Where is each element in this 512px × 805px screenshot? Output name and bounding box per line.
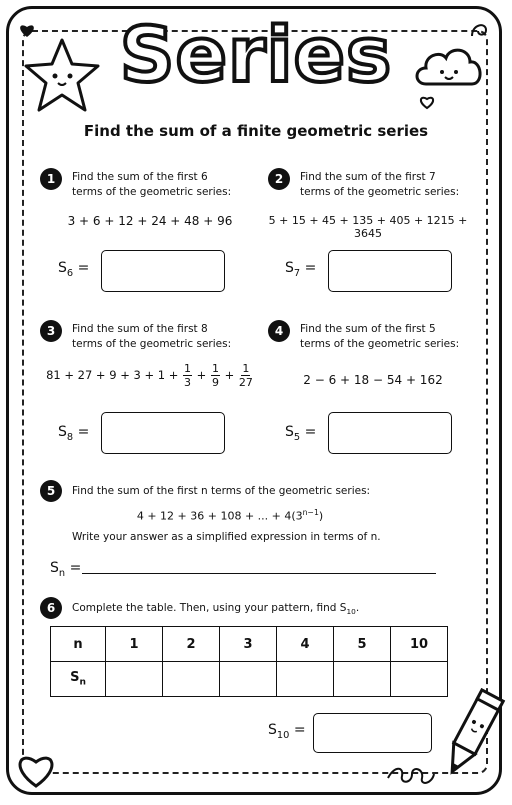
problem-5-instruction: Write your answer as a simplified expression in terms of n. bbox=[72, 531, 381, 543]
problem-3-series-prefix: 81 + 27 + 9 + 3 + 1 + bbox=[46, 368, 179, 382]
table-header-cell: 2 bbox=[163, 627, 220, 662]
table-row bbox=[51, 662, 448, 697]
problem-4-answer-box[interactable] bbox=[328, 412, 452, 454]
problem-5-series: 4 + 12 + 36 + 108 + ... + $4(3^{n-1})$ bbox=[136, 508, 324, 523]
page-title: Series bbox=[119, 10, 393, 99]
table bbox=[50, 626, 448, 697]
bottom-heart-icon bbox=[14, 748, 58, 790]
problem-1-series: 3 + 6 + 12 + 24 + 48 + 96 bbox=[67, 214, 233, 228]
problem-4-number: 4 bbox=[268, 320, 290, 342]
problem-4-line1: Find the sum of the first 5 bbox=[300, 323, 436, 335]
problem-1-line2: terms of the geometric series: bbox=[72, 186, 232, 198]
problem-4-answer-label: $S_5$ = bbox=[285, 424, 317, 443]
problem-3-line2: terms of the geometric series: bbox=[72, 338, 232, 350]
problem-5-text: Find the sum of the first n terms of the geometric series: bbox=[72, 485, 371, 497]
problem-4-series: 2 − 6 + 18 − 54 + 162 bbox=[303, 373, 443, 387]
table-header-cell: 4 bbox=[277, 627, 334, 662]
problem-3-answer-label: $S_8$ = bbox=[58, 424, 90, 443]
table-header-cell: 3 bbox=[220, 627, 277, 662]
table-answer-cell[interactable] bbox=[163, 662, 220, 697]
problem-3-line1: Find the sum of the first 8 bbox=[72, 323, 208, 335]
final-answer-box[interactable] bbox=[313, 713, 432, 753]
fraction-1-3: $\frac{1}{3}$ bbox=[184, 362, 192, 389]
table-answer-cell[interactable] bbox=[391, 662, 448, 697]
table-header-cell: 1 bbox=[106, 627, 163, 662]
problem-6-number: 6 bbox=[40, 597, 62, 619]
problem-2-answer-box[interactable] bbox=[328, 250, 452, 292]
problem-3-text bbox=[72, 322, 231, 352]
fraction-1-9: $\frac{1}{9}$ bbox=[211, 362, 219, 389]
problem-5-answer-line[interactable] bbox=[82, 573, 436, 574]
problem-3-number: 3 bbox=[40, 320, 62, 342]
problem-2-answer-label: $S_7$ = bbox=[285, 260, 317, 279]
problem-3-series: 81 + 27 + 9 + 3 + 1 + $\frac{1}{3}$ + $\frac{1}{9}$ + $\frac{1}{27}$ bbox=[46, 362, 253, 389]
problem-2-series: 5 + 15 + 45 + 135 + 405 + 1215 + 3645 bbox=[268, 214, 468, 240]
table-row-label-sn: $S_n$ bbox=[51, 662, 106, 697]
problem-2-line1: Find the sum of the first 7 bbox=[300, 171, 436, 183]
table-answer-cell[interactable] bbox=[277, 662, 334, 697]
final-answer-label: $S_{10}$ = bbox=[268, 722, 306, 741]
problem-1-text bbox=[72, 170, 231, 200]
problem-1-answer-box[interactable] bbox=[101, 250, 225, 292]
pencil-mascot-icon bbox=[436, 684, 506, 784]
problem-1-line1: Find the sum of the first 6 bbox=[72, 171, 208, 183]
table-header-n: n bbox=[51, 627, 106, 662]
table-answer-cell[interactable] bbox=[220, 662, 277, 697]
problem-5-answer-label: $S_n$ = bbox=[50, 560, 82, 579]
page-subtitle: Find the sum of a finite geometric series bbox=[83, 122, 429, 140]
problem-3-answer-box[interactable] bbox=[101, 412, 225, 454]
table-header-cell: 10 bbox=[391, 627, 448, 662]
table-header-cell: 5 bbox=[334, 627, 391, 662]
problem-4-text bbox=[300, 322, 459, 352]
problem-5-number: 5 bbox=[40, 480, 62, 502]
table-answer-cell[interactable] bbox=[106, 662, 163, 697]
problem-1-answer-label: $S_6$ = bbox=[58, 260, 90, 279]
problem-2-number: 2 bbox=[268, 168, 290, 190]
fraction-1-27: $\frac{1}{27}$ bbox=[238, 362, 253, 389]
problem-2-text bbox=[300, 170, 459, 200]
problem-4-line2: terms of the geometric series: bbox=[300, 338, 460, 350]
table-row bbox=[51, 627, 448, 662]
problem-1-number: 1 bbox=[40, 168, 62, 190]
squiggle-icon bbox=[384, 764, 440, 788]
table-answer-cell[interactable] bbox=[334, 662, 391, 697]
problem-2-line2: terms of the geometric series: bbox=[300, 186, 460, 198]
problem-6-text: Complete the table. Then, using your pattern, find $S_{10}$. bbox=[72, 602, 360, 617]
